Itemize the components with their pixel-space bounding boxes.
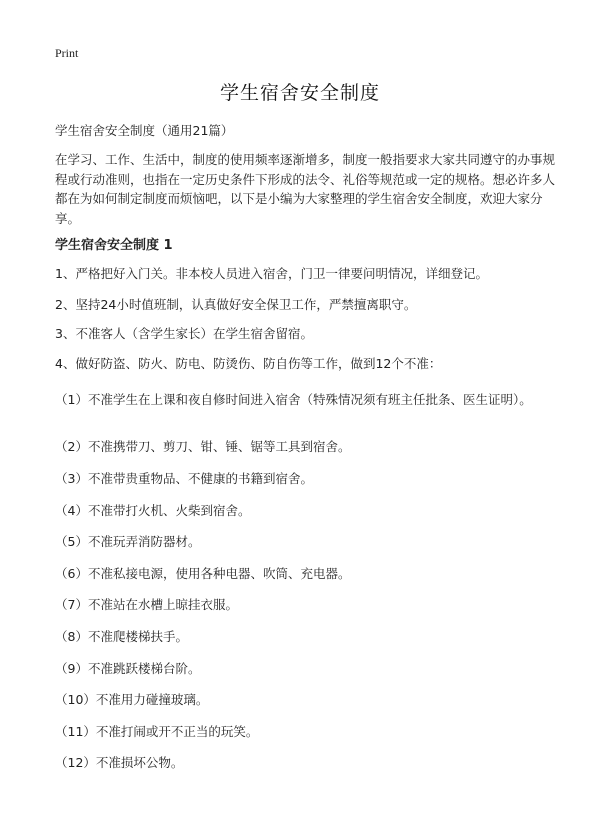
rule-item-3: 3、不准客人（含学生家长）在学生宿舍留宿。 (55, 326, 313, 341)
sub-item-3: （3）不准带贵重物品、不健康的书籍到宿舍。 (55, 471, 313, 486)
sub-item-4: （4）不准带打火机、火柴到宿舍。 (55, 503, 251, 518)
section-heading: 学生宿舍安全制度 1 (55, 238, 173, 253)
sub-item-6: （6）不准私接电源，使用各种电器、吹筒、充电器。 (55, 566, 351, 581)
sub-item-7: （7）不准站在水槽上晾挂衣服。 (55, 597, 238, 612)
intro-paragraph: 在学习、工作、生活中，制度的使用频率逐渐增多，制度一般指要求大家共同遵守的办事规程或行动准则，也指在一定历史条件下形成的法令、礼俗等规范或一定的规格。想必许多人都在为如何制定制度而烦恼吧，以下是小编为大家整理的学生宿舍安全制度，欢迎大家分享。 (55, 152, 556, 226)
page-title: 学生宿舍安全制度 (219, 82, 380, 104)
sub-item-12: （12）不准损坏公物。 (55, 755, 184, 770)
sub-item-8: （8）不准爬楼梯扶手。 (55, 629, 188, 644)
sub-item-11: （11）不准打闹或开不正当的玩笑。 (55, 724, 259, 739)
document-subtitle: 学生宿舍安全制度（通用21篇） (55, 123, 234, 138)
sub-item-10: （10）不准用力碰撞玻璃。 (55, 692, 209, 707)
sub-item-5: （5）不准玩弄消防器材。 (55, 534, 201, 549)
print-link[interactable]: Print (55, 46, 79, 60)
rule-item-2: 2、坚持24小时值班制，认真做好安全保卫工作，严禁擅离职守。 (55, 297, 417, 312)
sub-item-1: （1）不准学生在上课和夜自修时间进入宿舍（特殊情况须有班主任批条、医生证明）。 (55, 392, 532, 407)
rule-item-1: 1、严格把好入门关。非本校人员进入宿舍，门卫一律要问明情况，详细登记。 (55, 266, 488, 281)
sub-item-2: （2）不准携带刀、剪刀、钳、锤、锯等工具到宿舍。 (55, 439, 351, 454)
sub-item-9: （9）不准跳跃楼梯台阶。 (55, 661, 201, 676)
rule-item-4: 4、做好防盗、防火、防电、防烫伤、防自伤等工作，做到12个不准： (55, 356, 442, 371)
